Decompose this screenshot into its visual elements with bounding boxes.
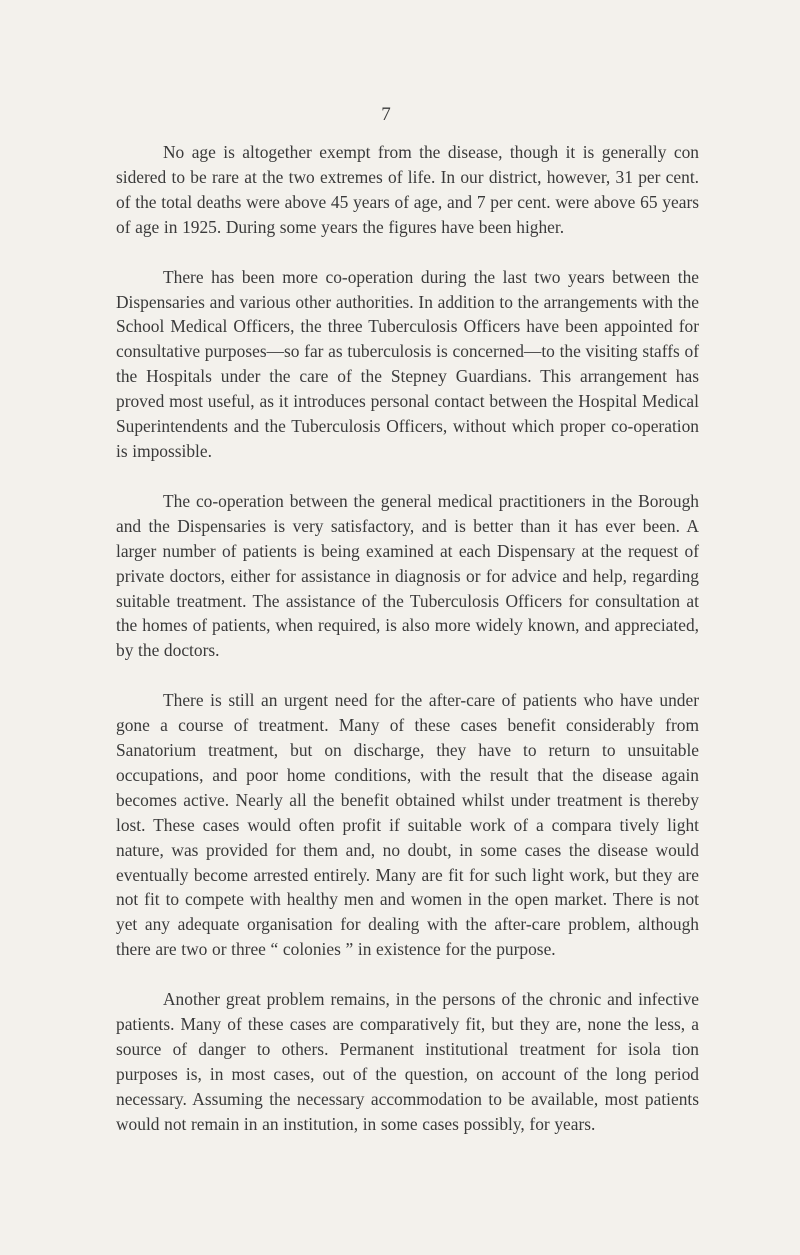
paragraph-age-exemption: No age is altogether exempt from the disease, though it is generally con sidered to be rare at the two extremes of life. In our district, however, 31 per cent. of the total deaths were above 45 years of age, and 7 per cent. were above 65 years of age in 1925. During some years the figures have been higher. <box>116 142 699 237</box>
paragraph-cooperation-authorities: There has been more co-operation during the last two years between the Dispensaries and various other authorities. In addition to the arrangements with the School Medical Officers, the three Tuberculosis Officers have been appointed for consultative purposes—so far as tuberculosis is concerned—to the visiting staffs of the Hospitals under the care of the Stepney Guardians. This arrangement has proved most useful, as it introduces personal contact between the Hospital Medical Superintendents and the Tuberculosis Officers, without which proper co-operation is impossible. <box>116 266 699 461</box>
body-text <box>116 140 699 1137</box>
paragraph-after-care: There is still an urgent need for the after-care of patients who have under gone a course of treatment. Many of these cases benefit considerably from Sanatorium treatment, but on discharge, they have to return to unsuitable occupations, and poor home conditions, with the result that the disease again becomes active. Nearly all the benefit obtained whilst under treatment is thereby lost. These cases would often profit if suitable work of a compara tively light nature, was provided for them and, no doubt, in some cases the disease would eventually become arrested entirely. Many are fit for such light work, but they are not fit to compete with healthy men and women in the open market. There is not yet any adequate organisation for dealing with the after-care problem, although there are two or three “ colonies ” in existence for the purpose. <box>116 690 699 960</box>
paragraph-cooperation-practitioners: The co-operation between the general medical practitioners in the Borough and the Dispensaries is very satisfactory, and is better than it has ever been. A larger number of patients is being examined at each Dispensary at the request of private doctors, either for assistance in diagnosis or for advice and help, regarding suitable treatment. The assistance of the Tuberculosis Officers for consultation at the homes of patients, when required, is also more widely known, and appreciated, by the doctors. <box>116 490 699 661</box>
page-number: 7 <box>381 104 391 125</box>
paragraph-chronic-patients: Another great problem remains, in the persons of the chronic and infective patients. Many of these cases are comparatively fit, but they are, none the less, a source of danger to others. Permanent institutional treatment for isola tion purposes is, in most cases, out of the question, on account of the long period necessary. Assuming the necessary accommodation to be available, most patients would not remain in an institution, in some cases possibly, for years. <box>116 989 699 1134</box>
